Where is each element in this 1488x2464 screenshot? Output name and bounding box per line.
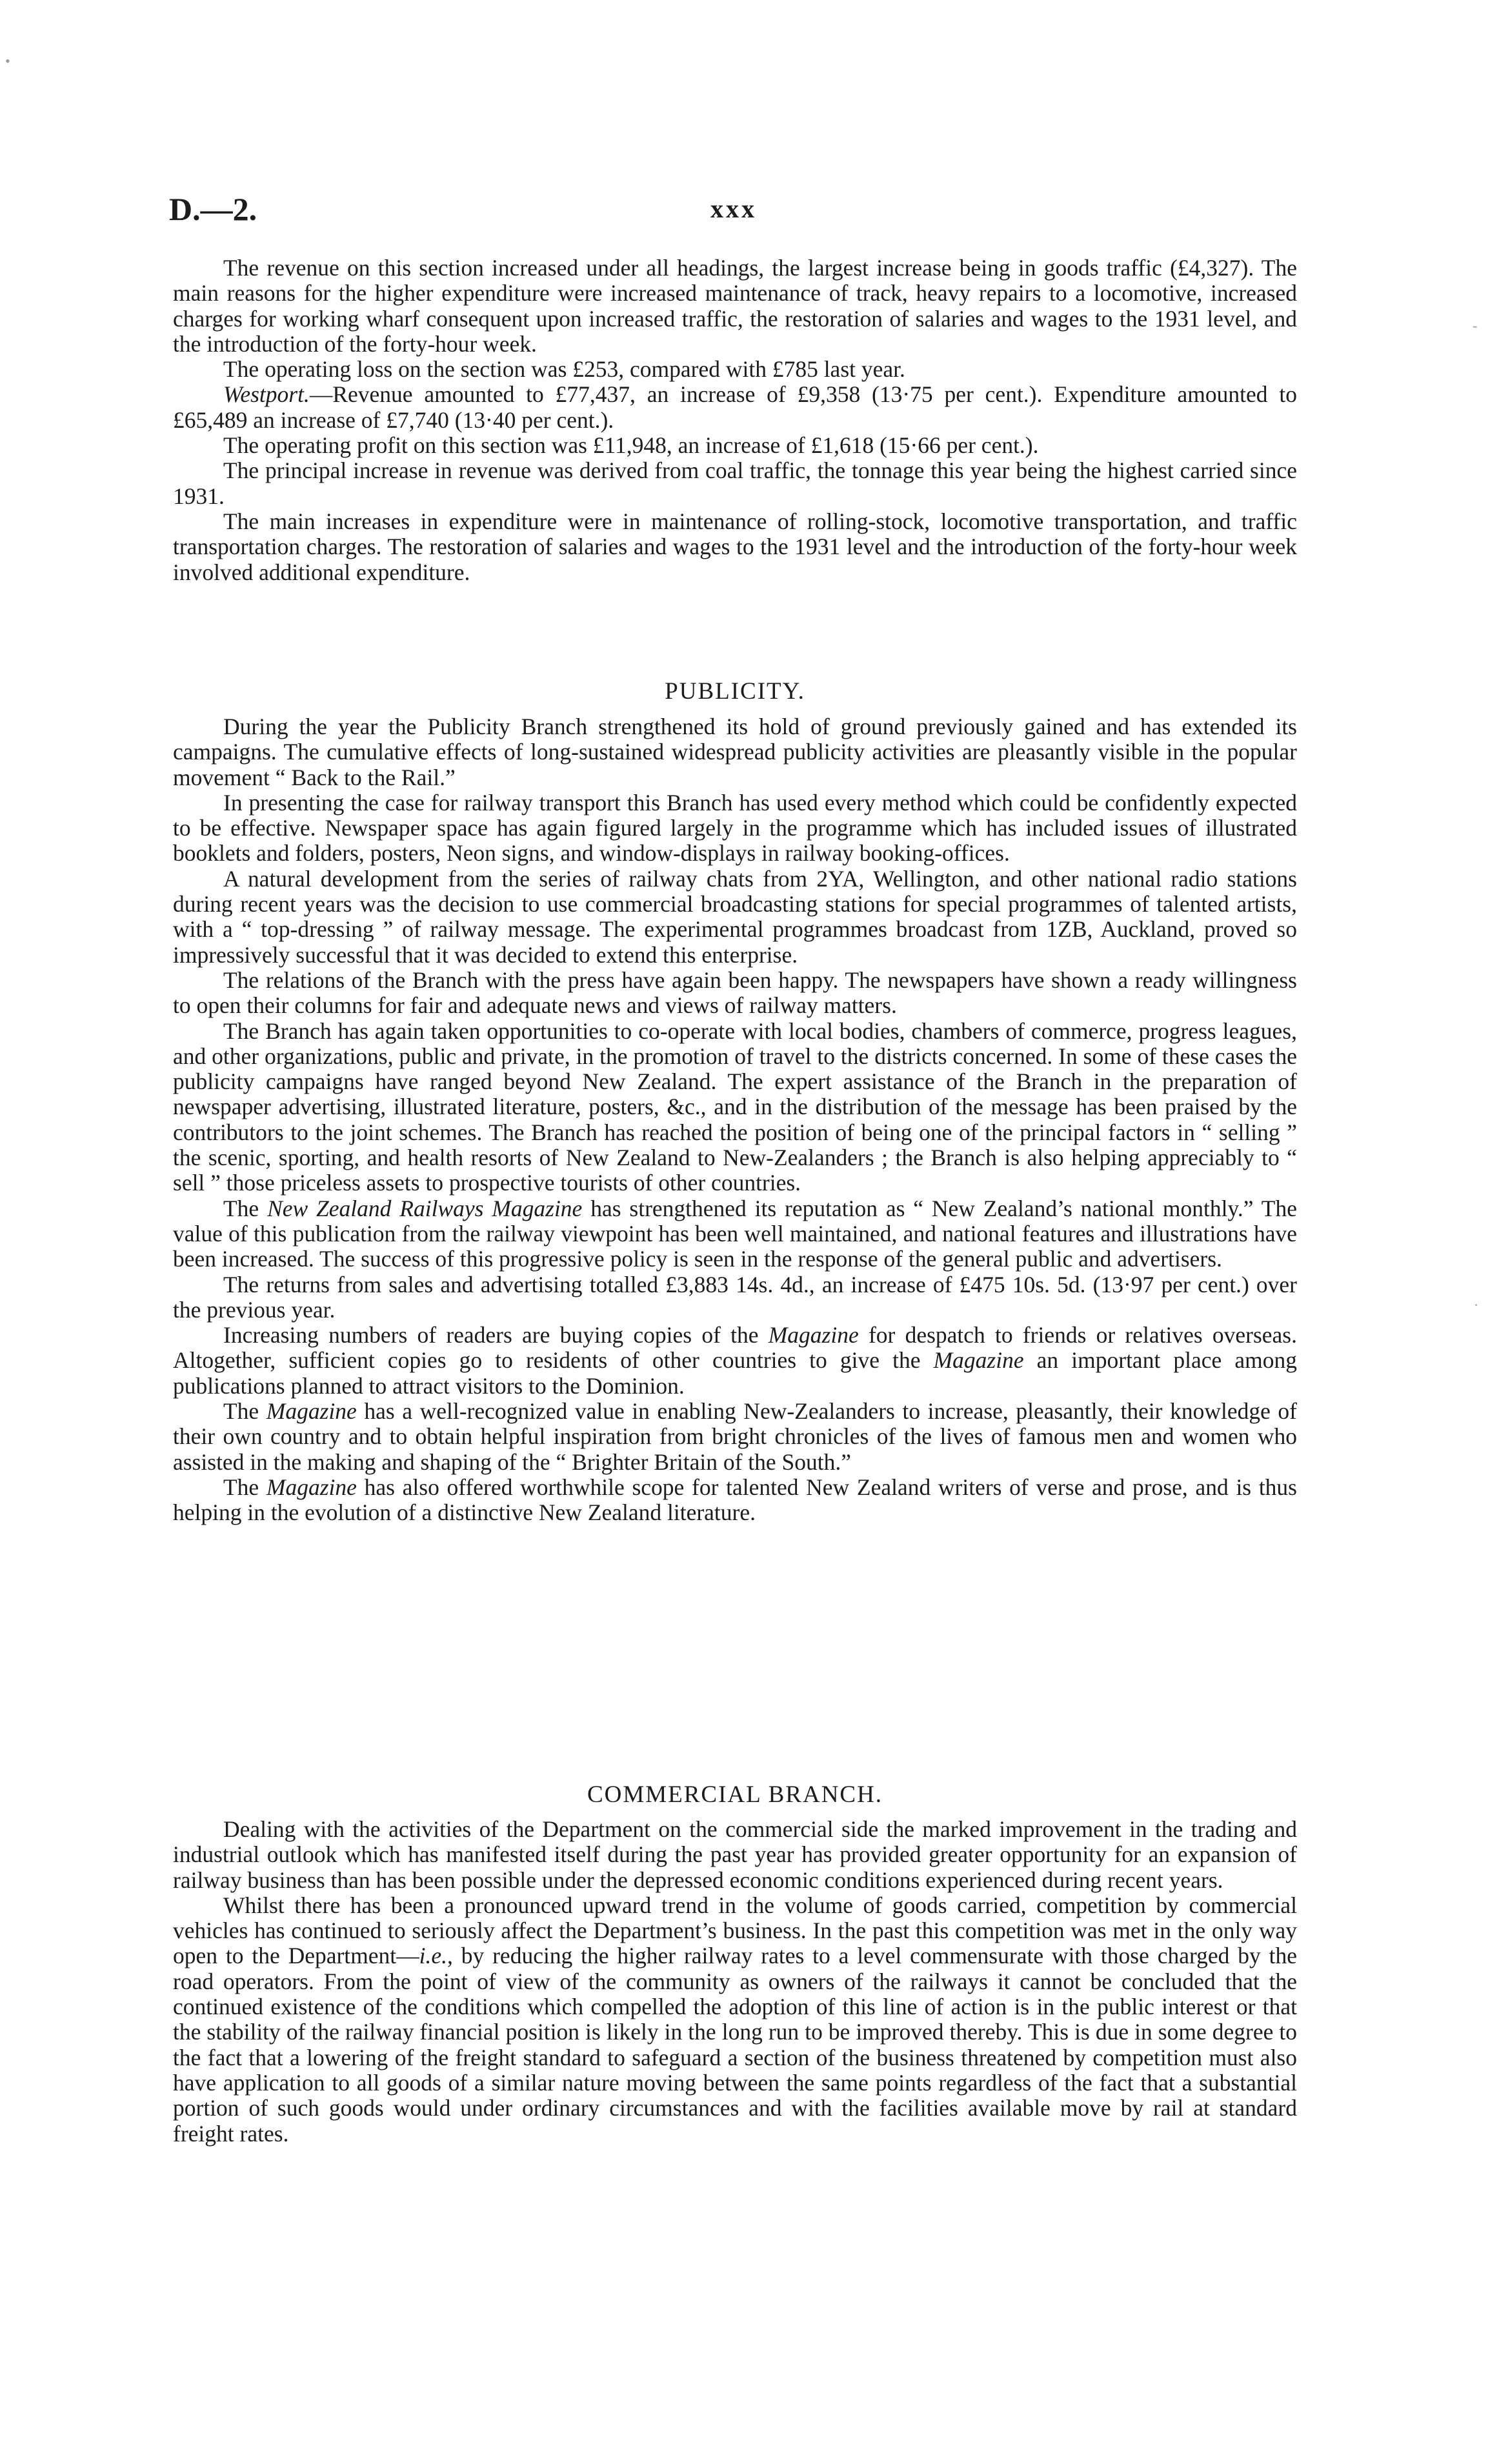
paragraph (173, 968, 1297, 1019)
paragraph (173, 1019, 1297, 1196)
text-run: A natural development from the series of railway chats from 2YA, Wellington, and other national radio stations during recent years was the decision to use commercial broadcasting stations for special programmes of talented artists, with a “ top-dressing ” of railway message. The experimental programmes broadcast from 1ZB, Auckland, proved so impressively successful that it was decided to extend this enterprise. (173, 865, 1297, 968)
text-run: The relations of the Branch with the press have again been happy. The newspapers have shown a ready willingness to open their columns for fair and adequate news and views of railway matters. (173, 967, 1297, 1019)
publicity-heading: PUBLICITY. (665, 678, 805, 705)
text-run: The revenue on this section increased under all headings, the largest increase being in goods traffic (£4,327). The main reasons for the higher expenditure were increased maintenance of track, heavy repairs to a locomotive, increased charges for working wharf consequent upon increased traffic, the restoration of salaries and wages to the 1931 level, and the introduction of the forty-hour week. (173, 255, 1297, 357)
italic-text-run: Magazine (266, 1474, 357, 1500)
paragraph (173, 1893, 1297, 2147)
page-header (169, 190, 1298, 235)
italic-text-run: i.e. (419, 1943, 448, 1969)
page-number: xxx (710, 194, 757, 223)
paragraph (173, 1475, 1297, 1526)
commercial-branch-heading: COMMERCIAL BRANCH. (587, 1781, 883, 1808)
publicity-section (173, 714, 1297, 1526)
text-run: The (223, 1398, 266, 1425)
paragraph (173, 433, 1297, 458)
paragraph (173, 382, 1297, 433)
paragraph (173, 1196, 1297, 1272)
westport-section (173, 255, 1297, 585)
paragraph (173, 714, 1297, 790)
italic-text-run: Magazine (768, 1322, 859, 1348)
paragraph (173, 790, 1297, 866)
text-run: , by reducing the higher railway rates to a level commensurate with those charged by the road operators. From the point of view of the community as owners of the railways it cannot be concluded that the continued existence of the conditions which compelled the adoption of this line of action is in the public interest or that the stability of the railway financial position is likely in the long run to be improved thereby. This is due in some degree to the fact that a lowering of the freight standard to safeguard a section of the business threatened by competition must also have application to all goods of a similar nature moving between the same points regardless of the fact that a substantial portion of such goods would under ordinary circumstances and with the facilities available move by rail at standard freight rates. (173, 1943, 1297, 2147)
text-run: Whilst there has been a pronounced upward trend in the volume of goods carried, competition by commercial vehicles has continued to seriously affect the Department’s business. In the past this competition was met in the only way open to the Department— (173, 1892, 1297, 1969)
margin-speck: • (5, 53, 10, 69)
paragraph (173, 357, 1297, 382)
document-reference: D.—2. (169, 191, 257, 227)
paragraph (173, 1323, 1297, 1399)
text-run: —Revenue amounted to £77,437, an increase of £9,358 (13·75 per cent.). Expenditure amounted to £65,489 an increase of £7,740 (13·40 per cent.). (173, 381, 1297, 433)
text-run: The returns from sales and advertising totalled £3,883 14s. 4d., an increase of £475 10s. 5d. (13·97 per cent.) over the previous year. (173, 1271, 1297, 1323)
text-run: an important place among publications planned to attract visitors to the Dominion. (173, 1347, 1297, 1399)
text-run: Dealing with the activities of the Department on the commercial side the marked improvement in the trading and industrial outlook which has manifested itself during the past year has provided greater opportunity for an expansion of railway business than has been possible under the depressed economic conditions experienced during recent years. (173, 1816, 1297, 1893)
text-run: for despatch to friends or relatives overseas. Altogether, sufficient copies go to residents of other countries to give the (173, 1322, 1297, 1374)
italic-text-run: Westport. (223, 381, 310, 408)
margin-speck: - (1473, 317, 1478, 334)
paragraph (173, 255, 1297, 357)
paragraph (173, 1272, 1297, 1323)
text-run: has also offered worthwhile scope for talented New Zealand writers of verse and prose, and is thus helping in the evolution of a distinctive New Zealand literature. (173, 1474, 1297, 1526)
text-run: The (223, 1195, 268, 1221)
text-run: The main increases in expenditure were in maintenance of rolling-stock, locomotive transportation, and traffic transportation charges. The restoration of salaries and wages to the 1931 level and the introduction of the forty-hour week involved additional expenditure. (173, 508, 1297, 585)
italic-text-run: Magazine (933, 1347, 1024, 1374)
text-run: During the year the Publicity Branch strengthened its hold of ground previously gained and has extended its campaigns. The cumulative effects of long-sustained widespread publicity activities are pleasantly visible in the popular movement “ Back to the Rail.” (173, 714, 1297, 790)
margin-speck: · (1474, 1297, 1479, 1313)
text-run: The (223, 1474, 266, 1500)
italic-text-run: Magazine (266, 1398, 357, 1425)
paragraph (173, 458, 1297, 509)
paragraph (173, 1399, 1297, 1475)
text-run: has a well-recognized value in enabling New-Zealanders to increase, pleasantly, their knowledge of their own country and to obtain helpful inspiration from bright chronicles of the lives of famous men and women who assisted in the making and shaping of the “ Brighter Britain of the South.” (173, 1398, 1297, 1475)
commercial-branch-section (173, 1817, 1297, 2147)
paragraph (173, 1817, 1297, 1893)
text-run: The principal increase in revenue was derived from coal traffic, the tonnage this year being the highest carried since 1931. (173, 457, 1297, 509)
text-run: Increasing numbers of readers are buying copies of the (223, 1322, 769, 1348)
paragraph (173, 866, 1297, 968)
text-run: The Branch has again taken opportunities to co-operate with local bodies, chambers of commerce, progress leagues, and other organizations, public and private, in the promotion of travel to the districts concerned. In some of these cases the publicity campaigns have ranged beyond New Zealand. The expert assistance of the Branch in the preparation of newspaper advertising, illustrated literature, posters, &c., and in the distribution of the message has been praised by the contributors to the joint schemes. The Branch has reached the position of being one of the principal factors in “ selling ” the scenic, sporting, and health resorts of New Zealand to New-Zealanders ; the Branch is also helping appreciably to “ sell ” those priceless assets to prospective tourists of other countries. (173, 1017, 1297, 1196)
text-run: The operating loss on the section was £253, compared with £785 last year. (223, 356, 905, 383)
text-run: In presenting the case for railway transport this Branch has used every method which could be confidently expected to be effective. Newspaper space has again figured largely in the programme which has included issues of illustrated booklets and folders, posters, Neon signs, and window-displays in railway booking-offices. (173, 789, 1297, 866)
text-run: has strengthened its reputation as “ New Zealand’s national monthly.” The value of this publication from the railway viewpoint has been well maintained, and national features and illustrations have been increased. The success of this progressive policy is seen in the response of the general public and advertisers. (173, 1195, 1297, 1272)
italic-text-run: New Zealand Railways Magazine (267, 1195, 583, 1221)
text-run: The operating profit on this section was £11,948, an increase of £1,618 (15·66 per cent.). (223, 432, 1039, 459)
paragraph (173, 509, 1297, 585)
